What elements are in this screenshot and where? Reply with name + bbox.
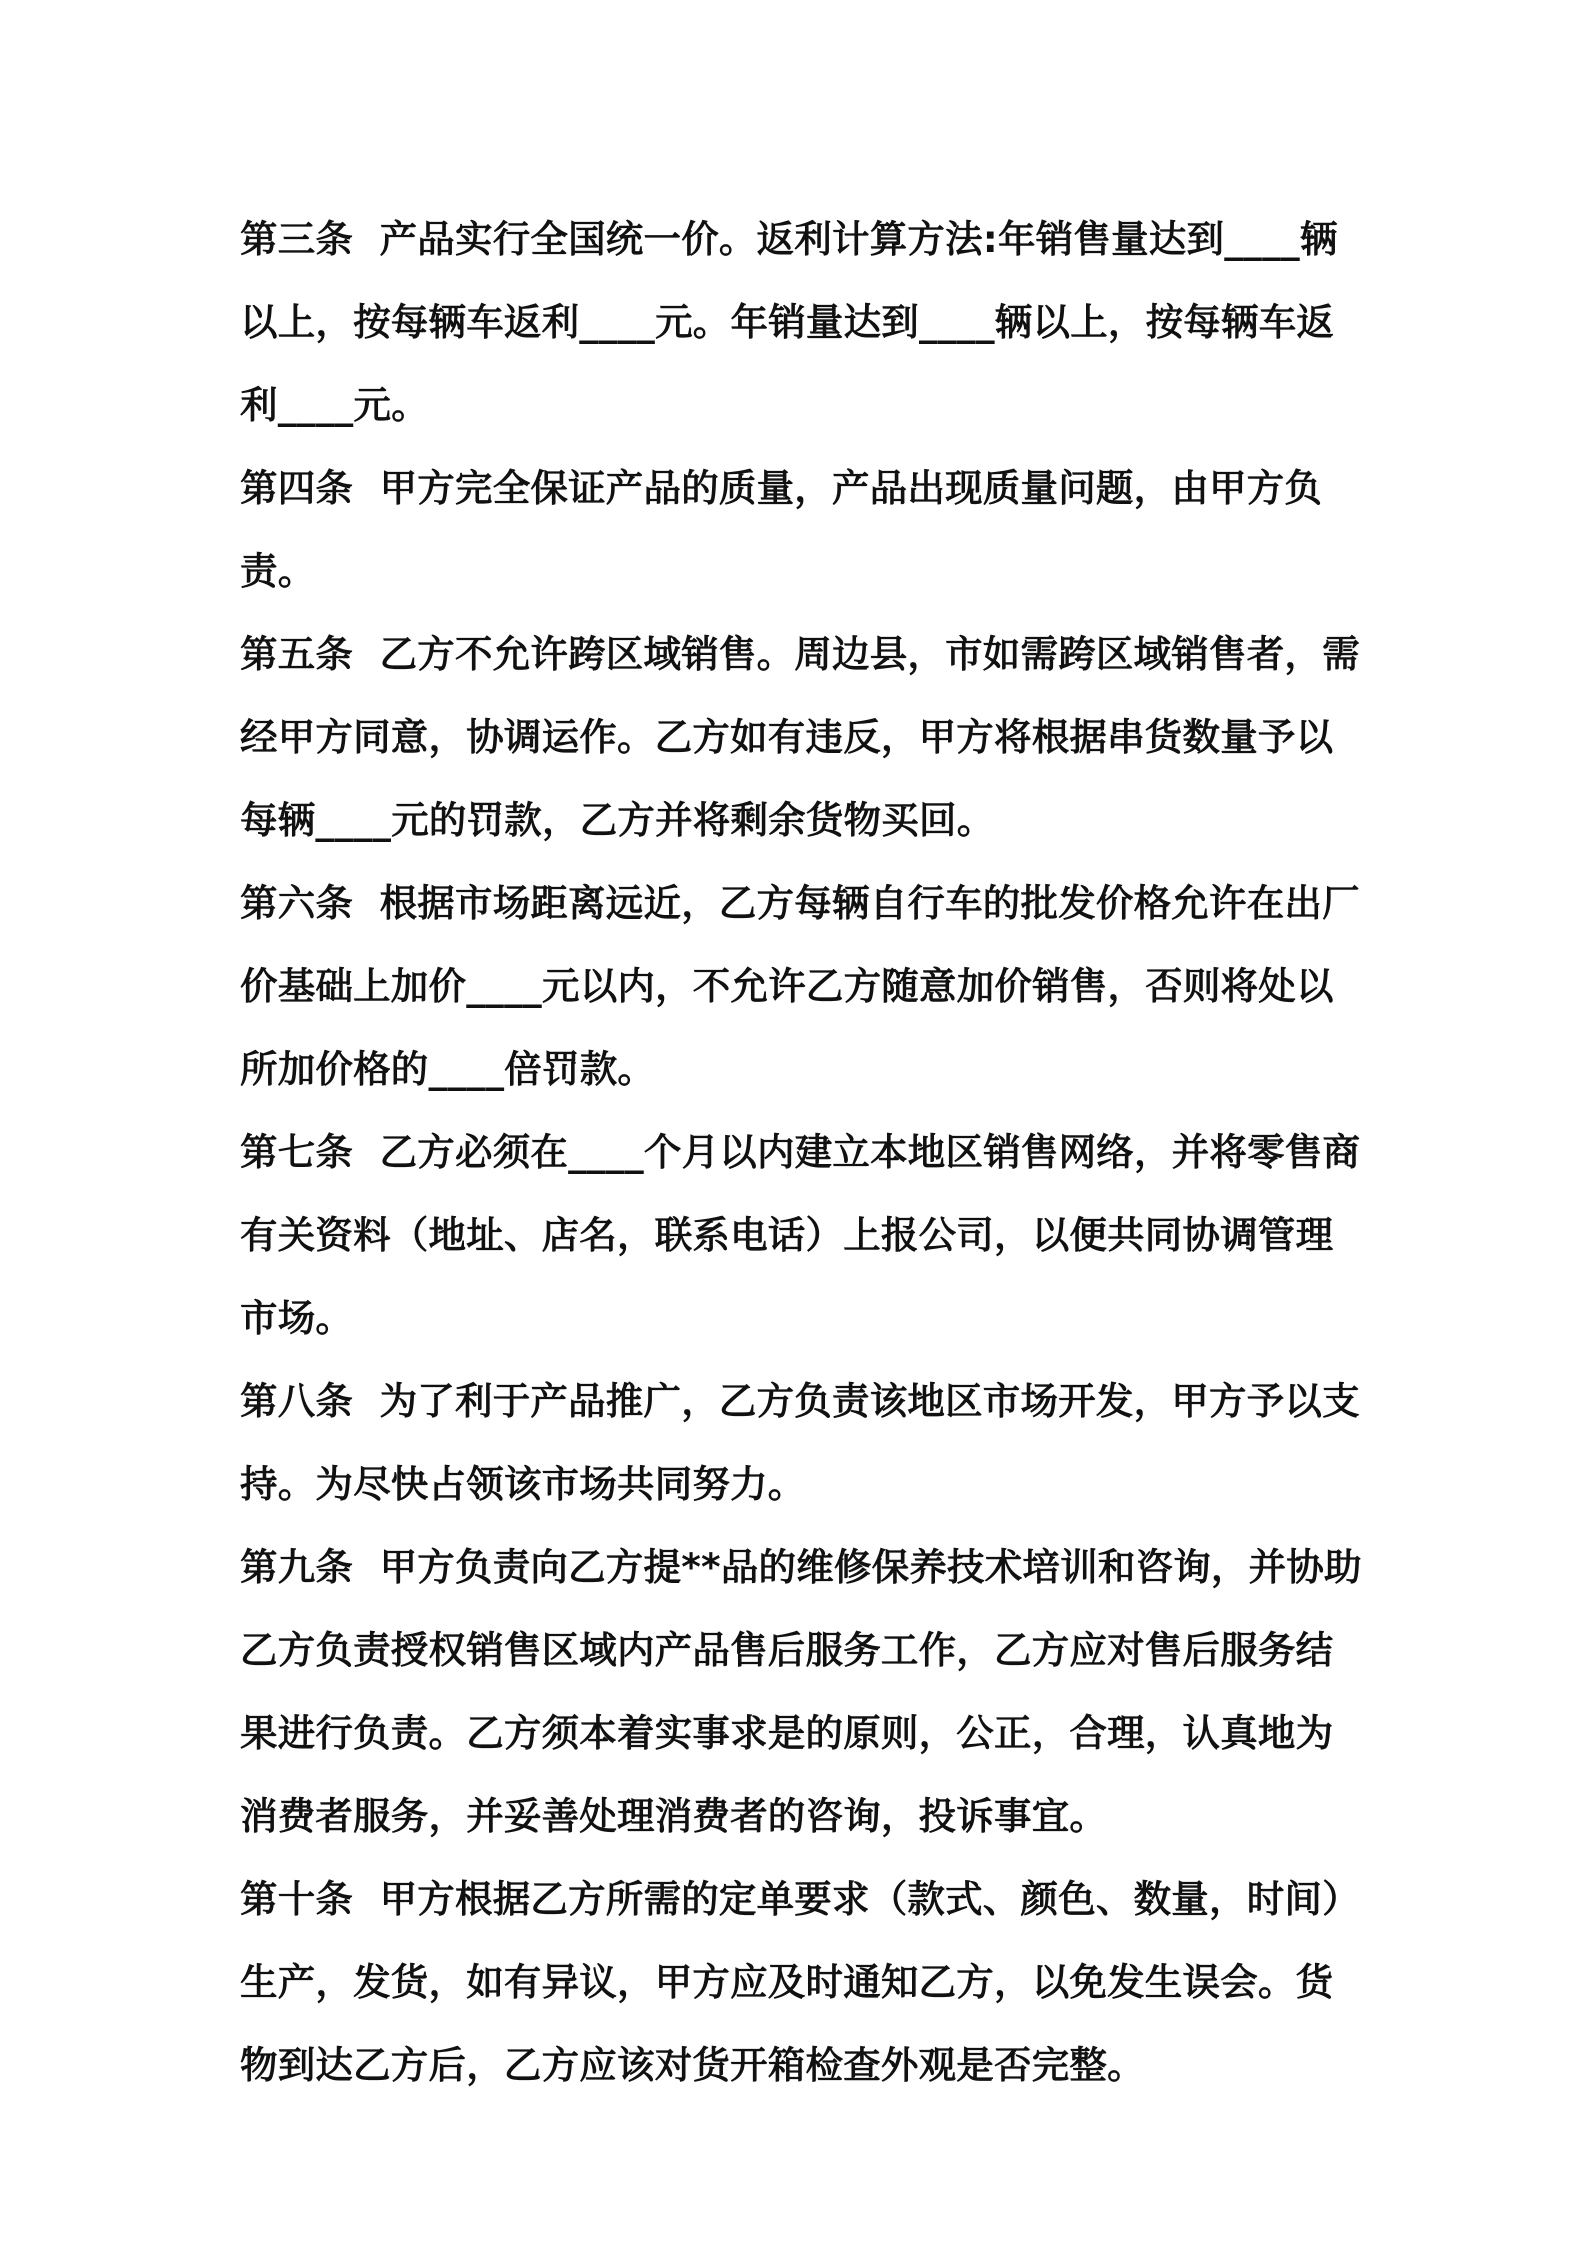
clause-5: 第五条 乙方不允许跨区域销售。周边县，市如需跨区域销售者，需经甲方同意，协调运作。乙方如有违反，甲方将根据串货数量予以每辆____元的罚款，乙方并将剩余货物买回。 — [240, 632, 1360, 842]
clause-8: 第八条 为了利于产品推广，乙方负责该地区市场开发，甲方予以支持。为尽快占领该市场共同努力。 — [240, 1379, 1360, 1506]
clause-3: 第三条 产品实行全国统一价。返利计算方法:年销售量达到____辆以上，按每辆车返利____元。年销量达到____辆以上，按每辆车返利____元。 — [240, 217, 1338, 427]
clause-9: 第九条 甲方负责向乙方提**品的维修保养技术培训和咨询，并协助乙方负责授权销售区域内产品售后服务工作，乙方应对售后服务结果进行负责。乙方须本着实事求是的原则，公正，合理，认真地为消费者服务，并妥善处理消费者的咨询，投诉事宜。 — [240, 1545, 1362, 1838]
clause-4: 第四条 甲方完全保证产品的质量，产品出现质量问题，由甲方负责。 — [240, 466, 1323, 593]
clause-10: 第十条 甲方根据乙方所需的定单要求（款式、颜色、数量，时间）生产，发货，如有异议，甲方应及时通知乙方，以免发生误会。货物到达乙方后，乙方应该对货开箱检查外观是否完整。 — [240, 1877, 1360, 2087]
clause-6: 第六条 根据市场距离远近，乙方每辆自行车的批发价格允许在出厂价基础上加价____元以内，不允许乙方随意加价销售，否则将处以所加价格的____倍罚款。 — [240, 881, 1360, 1091]
contract-body — [240, 198, 1366, 2107]
clause-7: 第七条 乙方必须在____个月以内建立本地区销售网络，并将零售商有关资料（地址、店名，联系电话）上报公司，以便共同协调管理市场。 — [240, 1130, 1361, 1340]
